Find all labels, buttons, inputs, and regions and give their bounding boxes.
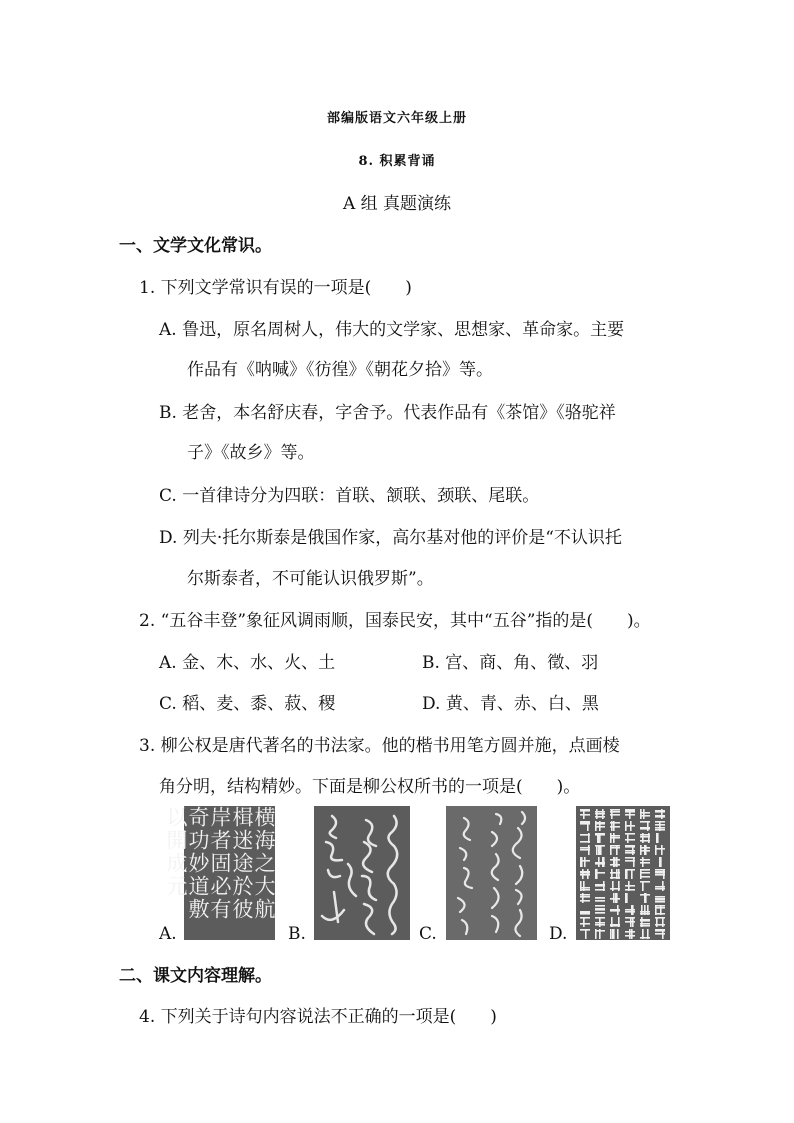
calligraphy-image-c bbox=[446, 806, 537, 940]
unit-title: 8. 积累背诵 bbox=[358, 154, 436, 169]
cursive-script-b bbox=[314, 806, 410, 940]
option-b-label: B. bbox=[288, 924, 306, 944]
question-1-option-a-cont: 作品有《呐喊》《彷徨》《朝花夕拾》等。 bbox=[187, 360, 493, 380]
question-1-option-b-cont: 子》《故乡》等。 bbox=[187, 443, 315, 463]
option-c-label: C. bbox=[419, 924, 437, 944]
question-2-option-a: A. 金、木、水、火、土 bbox=[159, 653, 336, 673]
question-1-stem: 1. 下列文学常识有误的一项是( ) bbox=[139, 278, 412, 298]
question-2-stem: 2. “五谷丰登”象征风调雨顺，国泰民安，其中“五谷”指的是( )。 bbox=[139, 611, 651, 631]
option-a-label: A. bbox=[159, 924, 177, 944]
question-4-stem: 4. 下列关于诗句内容说法不正确的一项是( ) bbox=[139, 1007, 497, 1027]
question-2-option-d: D. 黄、青、赤、白、黑 bbox=[422, 694, 599, 714]
question-1-option-d: D. 列夫·托尔斯泰是俄国作家，高尔基对他的评价是“不认识托 bbox=[159, 528, 622, 548]
question-2-option-c: C. 稻、麦、黍、菽、稷 bbox=[159, 694, 336, 714]
group-title: A 组 真题演练 bbox=[342, 194, 452, 214]
calligraphy-image-b bbox=[314, 806, 410, 940]
question-2-option-b: B. 宫、商、角、徵、羽 bbox=[422, 653, 599, 673]
question-1-option-b: B. 老舍，本名舒庆春，字舍予。代表作品有《茶馆》《骆驼祥 bbox=[159, 403, 616, 423]
section-heading-1: 一、文学文化常识。 bbox=[119, 236, 272, 256]
running-script-c bbox=[446, 806, 537, 940]
calligraphy-a-text: 横海之大航楫迷途於彼岸者固必有奇功妙道敷以開成元 bbox=[164, 806, 276, 921]
calligraphy-image-d bbox=[576, 806, 670, 940]
section-heading-2: 二、课文内容理解。 bbox=[119, 966, 272, 986]
question-1-option-a: A. 鲁迅，原名周树人，伟大的文学家、思想家、革命家。主要 bbox=[159, 320, 625, 340]
question-1-option-c: C. 一首律诗分为四联：首联、颔联、颈联、尾联。 bbox=[159, 486, 540, 506]
question-3-stem-cont: 角分明，结构精妙。下面是柳公权所书的一项是( )。 bbox=[159, 777, 581, 797]
question-1-option-d-cont: 尔斯泰者，不可能认识俄罗斯”。 bbox=[187, 569, 434, 589]
question-3-stem: 3. 柳公权是唐代著名的书法家。他的楷书用笔方圆并施，点画棱 bbox=[139, 736, 620, 756]
option-d-label: D. bbox=[549, 924, 568, 944]
calligraphy-image-a bbox=[164, 806, 276, 940]
clerical-script-d bbox=[576, 806, 670, 940]
book-title: 部编版语文六年级上册 bbox=[326, 111, 467, 126]
